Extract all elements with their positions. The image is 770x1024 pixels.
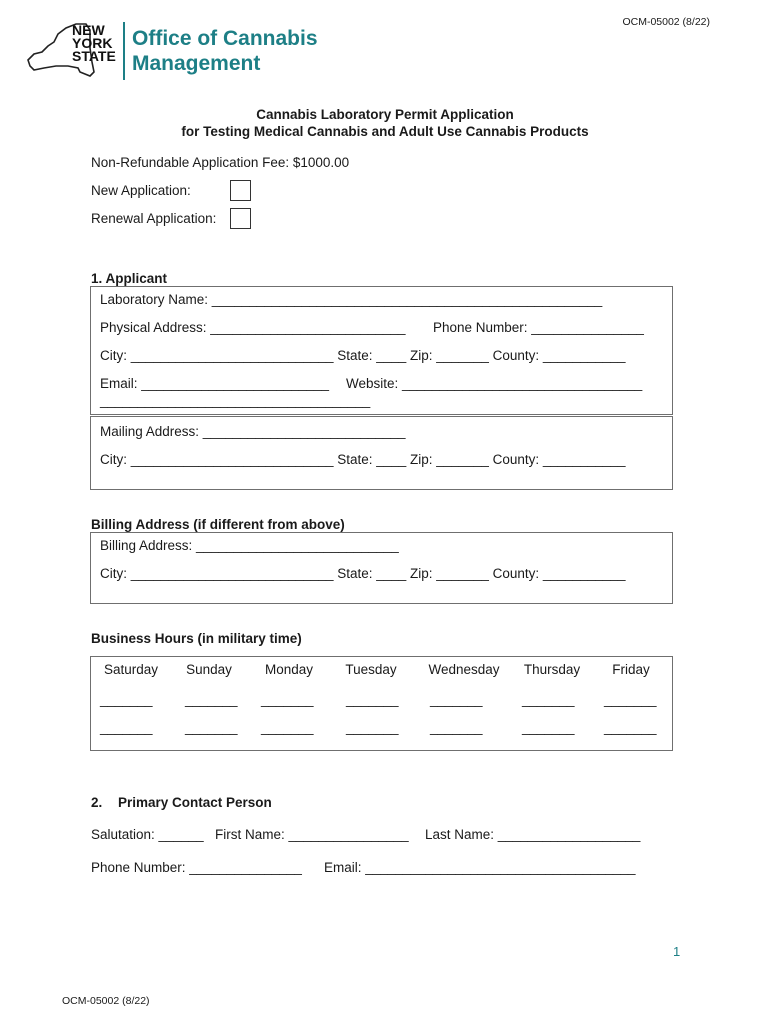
page-number: 1 (673, 944, 681, 959)
new-application-checkbox[interactable] (230, 180, 251, 201)
hours-close-wednesday[interactable]: _______ (430, 720, 483, 735)
application-fee: Non-Refundable Application Fee: $1000.00 (91, 155, 350, 170)
hours-close-tuesday[interactable]: _______ (346, 720, 399, 735)
day-sunday: Sunday (186, 662, 232, 677)
section-1-heading: 1. Applicant (91, 271, 168, 286)
day-wednesday: Wednesday (428, 662, 500, 677)
billing-heading: Billing Address (if different from above) (91, 517, 345, 532)
day-saturday: Saturday (103, 662, 159, 677)
business-hours-heading: Business Hours (in military time) (91, 631, 302, 646)
hours-close-saturday[interactable]: _______ (100, 720, 153, 735)
hours-open-saturday[interactable]: _______ (100, 692, 153, 707)
renewal-application-label: Renewal Application: (91, 211, 217, 226)
hours-open-monday[interactable]: _______ (261, 692, 314, 707)
last-name-field[interactable]: Last Name: ___________________ (425, 827, 641, 842)
hours-open-tuesday[interactable]: _______ (346, 692, 399, 707)
hours-open-sunday[interactable]: _______ (185, 692, 238, 707)
hours-open-friday[interactable]: _______ (604, 692, 657, 707)
billing-address-field[interactable]: Billing Address: ___________________________ (100, 538, 399, 553)
title-line-2: for Testing Medical Cannabis and Adult Use Cannabis Products (181, 124, 589, 139)
salutation-field[interactable]: Salutation: ______ (91, 827, 204, 842)
mailing-city-state-zip-county-field[interactable]: City: ___________________________ State: ____ Zip: _______ County: ___________ (100, 452, 626, 467)
day-monday: Monday (264, 662, 314, 677)
first-name-field[interactable]: First Name: ________________ (215, 827, 409, 842)
city-state-zip-county-field[interactable]: City: ___________________________ State: ____ Zip: _______ County: ___________ (100, 348, 626, 363)
renewal-application-checkbox[interactable] (230, 208, 251, 229)
billing-city-state-zip-county-field[interactable]: City: ___________________________ State: ____ Zip: _______ County: ___________ (100, 566, 626, 581)
logo-office-text: Office of Cannabis Management (132, 27, 318, 75)
title-line-1: Cannabis Laboratory Permit Application (256, 107, 514, 122)
mailing-address-field[interactable]: Mailing Address: ___________________________ (100, 424, 406, 439)
form-code-header: OCM-05002 (8/22) (622, 16, 710, 28)
footer-form-code: OCM-05002 (8/22) (62, 995, 150, 1007)
hours-open-wednesday[interactable]: _______ (430, 692, 483, 707)
logo-state-text: NEW YORK STATE (72, 22, 116, 64)
website-field-continued[interactable]: ____________________________________ (100, 393, 371, 408)
hours-close-thursday[interactable]: _______ (522, 720, 575, 735)
section-2-number: 2. (91, 795, 103, 810)
day-tuesday: Tuesday (345, 662, 397, 677)
hours-close-monday[interactable]: _______ (261, 720, 314, 735)
logo-divider (123, 22, 125, 80)
website-field[interactable]: Website: ________________________________ (346, 376, 643, 391)
physical-address-field[interactable]: Physical Address: __________________________ (100, 320, 406, 335)
contact-phone-field[interactable]: Phone Number: _______________ (91, 860, 302, 875)
new-application-label: New Application: (91, 183, 191, 198)
logo (20, 18, 330, 84)
email-field[interactable]: Email: _________________________ (100, 376, 329, 391)
contact-email-field[interactable]: Email: ____________________________________ (324, 860, 636, 875)
hours-close-sunday[interactable]: _______ (185, 720, 238, 735)
day-friday: Friday (612, 662, 650, 677)
hours-open-thursday[interactable]: _______ (522, 692, 575, 707)
day-thursday: Thursday (523, 662, 581, 677)
laboratory-name-field[interactable]: Laboratory Name: ____________________________________________________ (100, 292, 603, 307)
hours-close-friday[interactable]: _______ (604, 720, 657, 735)
section-2-heading: Primary Contact Person (118, 795, 272, 810)
phone-number-field[interactable]: Phone Number: _______________ (433, 320, 644, 335)
